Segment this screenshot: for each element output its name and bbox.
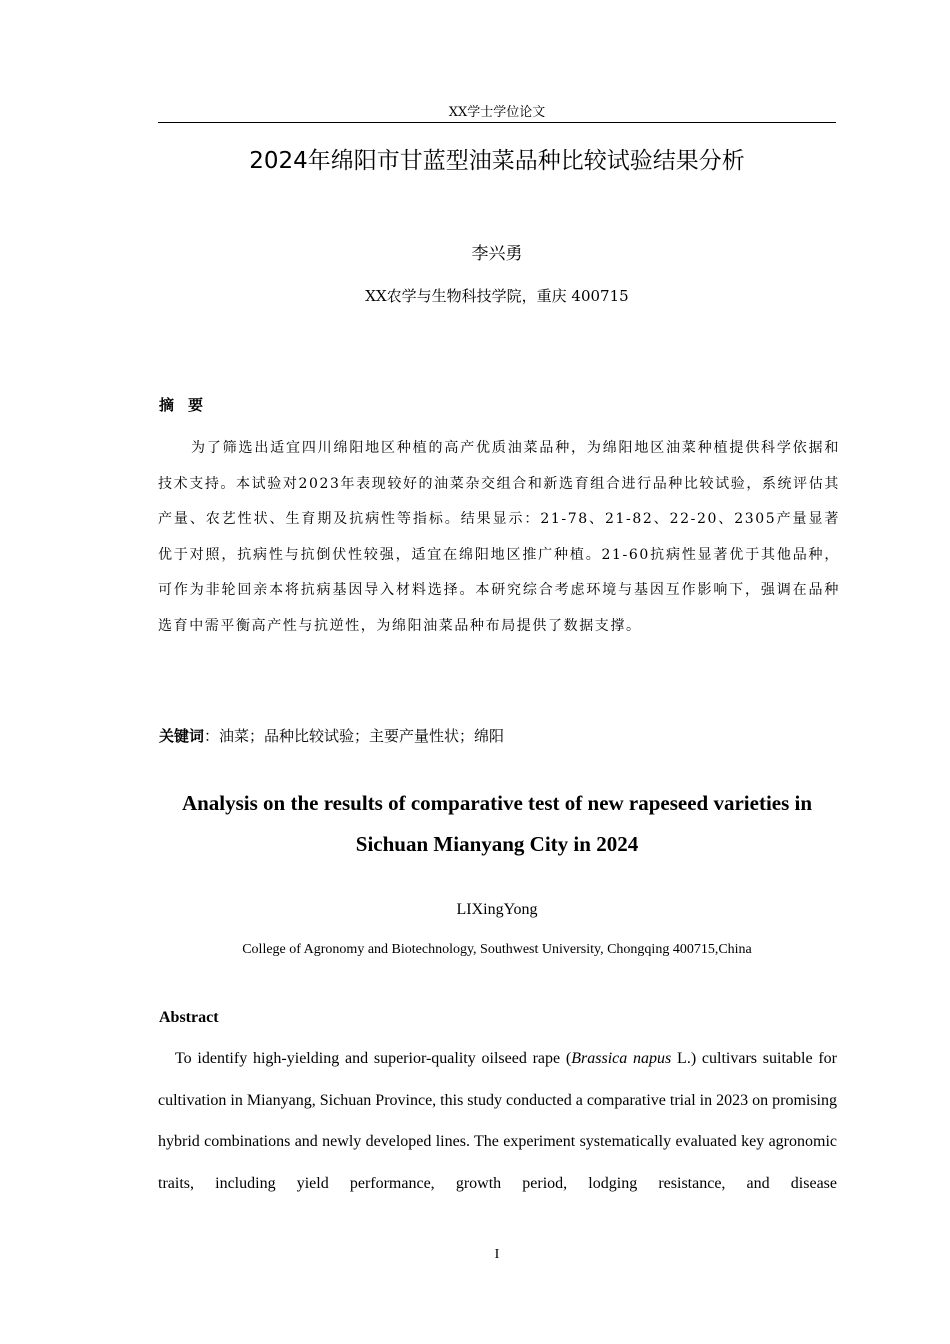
- english-abstract-text-rest: L.) cultivars suitable for cultivation in Mianyang, Sichuan Province, this study conducted a comparative trial in 2023 on promising hybrid combinations and newly developed lines. The experiment systematically evaluated key agronomic traits, including yield performance, growth period, lodging resistance, and disease: [158, 1050, 837, 1193]
- chinese-abstract-heading-char-1: 摘: [159, 396, 175, 414]
- english-abstract-text-start: To identify high-yielding and superior-quality oilseed rape (: [175, 1050, 572, 1067]
- chinese-abstract-heading: [159, 394, 203, 416]
- chinese-keywords-label: 关键词: [159, 727, 205, 745]
- chinese-keywords: [159, 725, 504, 747]
- english-abstract-heading: Abstract: [159, 1009, 219, 1026]
- english-title: Analysis on the results of comparative test of new rapeseed varieties in Sichuan Mianyang City in 2024: [181, 791, 813, 856]
- running-header-title: XX学士学位论文: [448, 105, 546, 120]
- chinese-keywords-separator: ：: [204, 727, 220, 745]
- chinese-abstract-heading-char-2: 要: [188, 396, 204, 414]
- english-abstract-species-name: Brassica napus: [571, 1050, 672, 1067]
- english-abstract-body: [158, 1038, 837, 1205]
- page-number: I: [494, 1247, 500, 1262]
- chinese-keywords-list: 油菜；品种比较试验；主要产量性状；绵阳: [219, 727, 505, 745]
- chinese-affiliation: XX农学与生物科技学院，重庆 400715: [365, 287, 629, 305]
- chinese-author: 李兴勇: [471, 244, 523, 264]
- chinese-title: 2024年绵阳市甘蓝型油菜品种比较试验结果分析: [249, 148, 745, 174]
- header-rule: [158, 122, 836, 123]
- english-author: LIXingYong: [456, 901, 538, 918]
- english-affiliation: College of Agronomy and Biotechnology, Southwest University, Chongqing 400715,China: [242, 942, 752, 957]
- chinese-abstract-body: 为了筛选出适宜四川绵阳地区种植的高产优质油菜品种，为绵阳地区油菜种植提供科学依据和技术支持。本试验对2023年表现较好的油菜杂交组合和新选育组合进行品种比较试验，系统评估其产量、农艺性状、生育期及抗病性等指标。结果显示：21-78、21-82、22-20、2305产量显著优于对照，抗病性与抗倒伏性较强，适宜在绵阳地区推广种植。21-60抗病性显著优于其他品种，可作为非轮回亲本将抗病基因导入材料选择。本研究综合考虑环境与基因互作影响下，强调在品种选育中需平衡高产性与抗逆性，为绵阳油菜品种布局提供了数据支撑。: [158, 440, 840, 634]
